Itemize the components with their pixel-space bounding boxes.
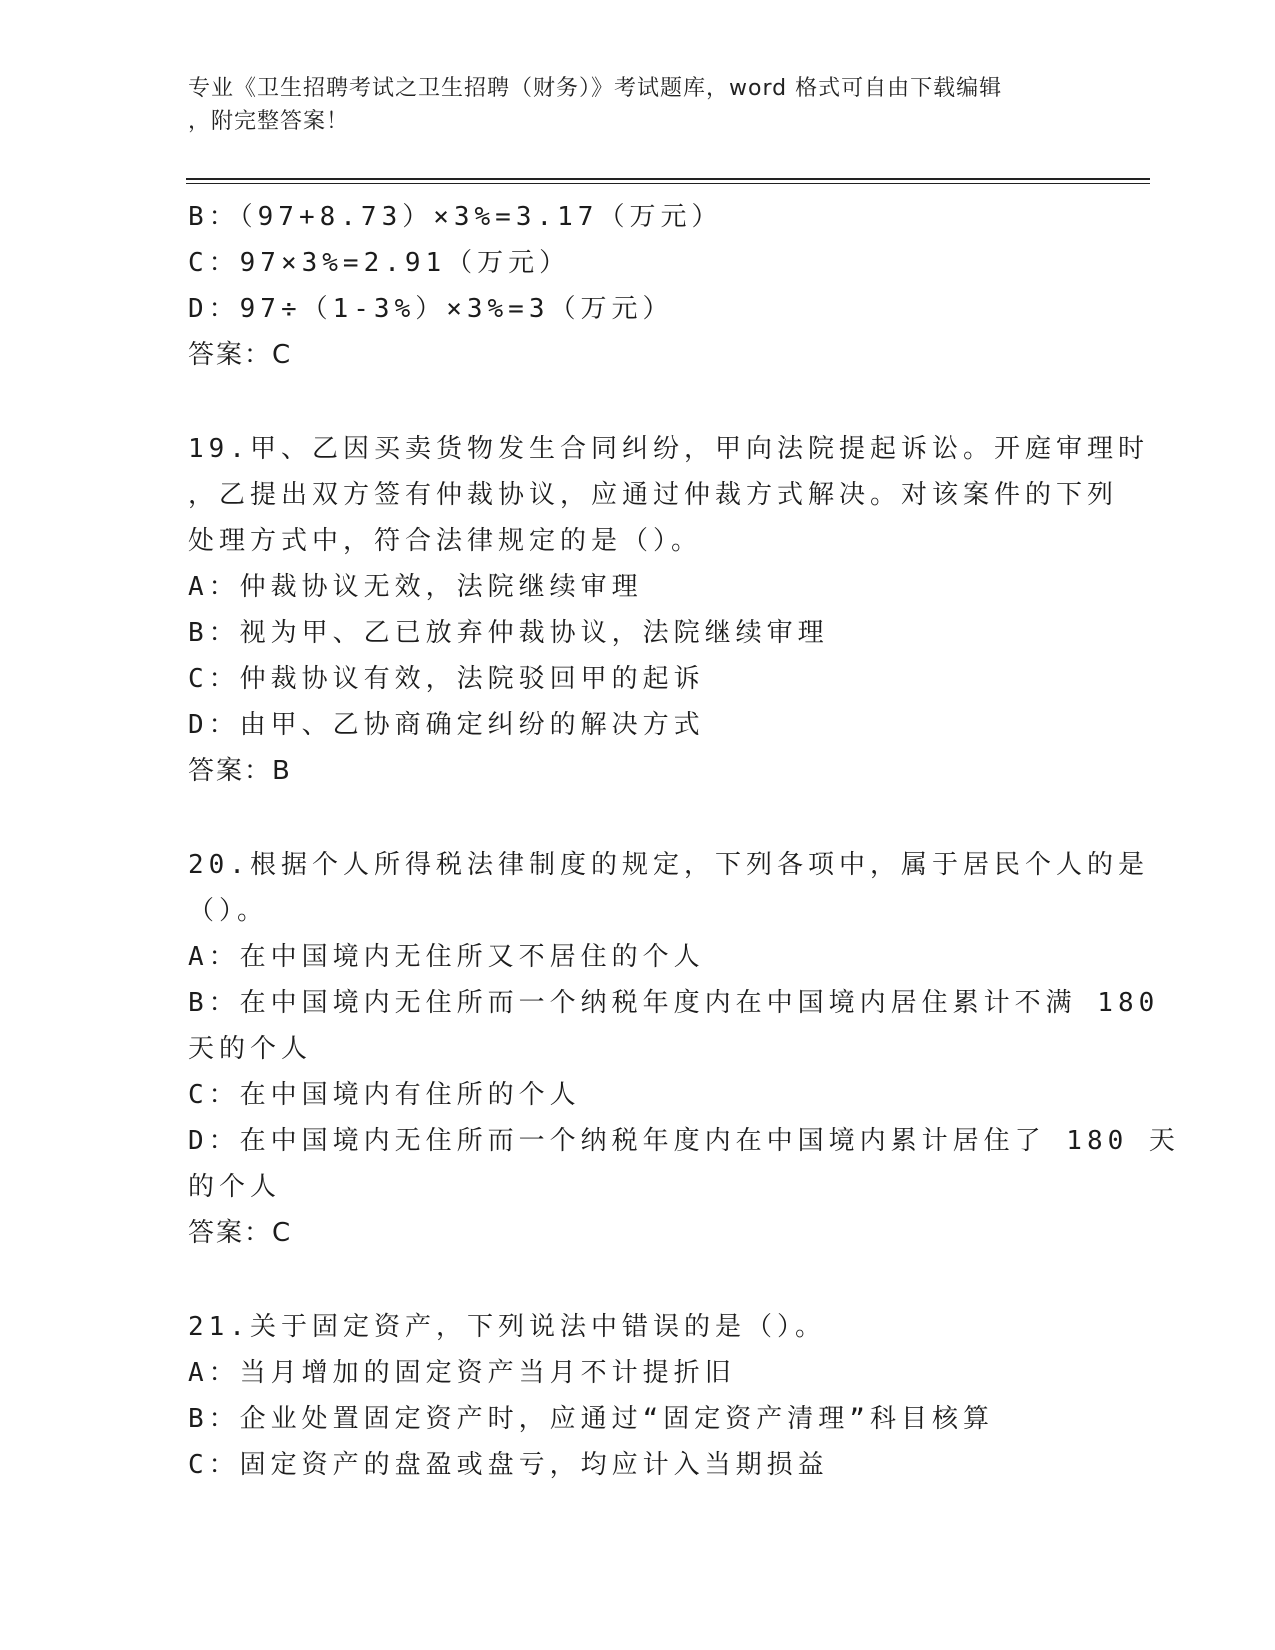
text-line: B：（97+8.73）×3%=3.17（万元） [188,202,723,232]
text-line: B：企业处置固定资产时，应通过“固定资产清理”科目核算 [188,1404,994,1434]
text-line: C：在中国境内有住所的个人 [188,1080,581,1110]
text-line: （）。 [188,896,269,926]
text-line: ，乙提出双方签有仲裁协议，应通过仲裁方式解决。对该案件的下列 [188,480,1119,510]
text-line: C：仲裁协议有效，法院驳回甲的起诉 [188,664,705,694]
text-line: 20.根据个人所得税法律制度的规定，下列各项中，属于居民个人的是 [188,850,1149,880]
answer-line: 答案：C [188,1218,293,1248]
header-rule-thick [186,178,1150,180]
text-line: B：视为甲、乙已放弃仲裁协议，法院继续审理 [188,618,829,648]
text-line: D：在中国境内无住所而一个纳税年度内在中国境内累计居住了 180 天 [188,1126,1180,1156]
text-line: A：仲裁协议无效，法院继续审理 [188,572,643,602]
text-line: A：在中国境内无住所又不居住的个人 [188,942,705,972]
text-line: B：在中国境内无住所而一个纳税年度内在中国境内居住累计不满 180 [188,988,1160,1018]
text-line: A：当月增加的固定资产当月不计提折旧 [188,1358,736,1388]
header-line-2: ，附完整答案！ [188,109,350,134]
text-line: 的个人 [188,1172,282,1202]
text-line: 天的个人 [188,1034,313,1064]
text-line: C：97×3%=2.91（万元） [188,248,571,278]
text-line: 19.甲、乙因买卖货物发生合同纠纷，甲向法院提起诉讼。开庭审理时 [188,434,1149,464]
text-line: C：固定资产的盘盈或盘亏，均应计入当期损益 [188,1450,829,1480]
answer-line: 答案：C [188,340,293,370]
text-line: D：由甲、乙协商确定纠纷的解决方式 [188,710,705,740]
header-rule-thin [186,183,1150,184]
text-line: 21.关于固定资产，下列说法中错误的是（）。 [188,1312,826,1342]
text-line: 处理方式中，符合法律规定的是（）。 [188,526,703,556]
header-line-1: 专业《卫生招聘考试之卫生招聘（财务）》考试题库，word 格式可自由下载编辑 [188,76,1003,101]
text-line: D：97÷（1-3%）×3%=3（万元） [188,294,674,324]
answer-line: 答案：B [188,756,292,786]
document-header [188,72,1068,138]
